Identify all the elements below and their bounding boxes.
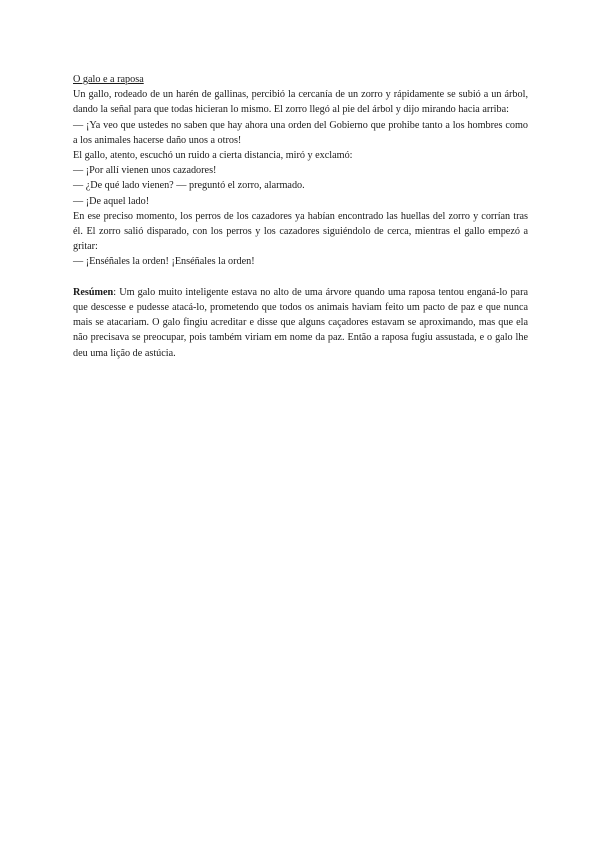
- story-paragraph-1: Un gallo, rodeado de un harén de gallinas, percibió la cercanía de un zorro y rápidamente se subió a un árbol, dando la señal para que todas hicieran lo mismo. El zorro llegó al pie del árbol y dijo mirando hacia arriba:: [73, 89, 528, 116]
- summary-paragraph: [73, 285, 528, 361]
- document-title: O galo e a raposa: [73, 74, 144, 85]
- summary-text: : Um galo muito inteligente estava no alto de uma árvore quando uma raposa tentou enganá-lo para que descesse e pudesse atacá-lo, prometendo que todos os animais haviam feito um pacto de paz e que nunca mais se atacariam. O galo fingiu acreditar e disse que alguns caçadores estavam se aproximando, mas que ela não precisava se preocupar, pois também viriam em nome da paz. Então a raposa fugiu assustada, e o galo lhe deu uma lição de astúcia.: [73, 286, 528, 359]
- summary-label: Resúmen: [73, 286, 114, 298]
- story-line-2: — ¡Ya veo que ustedes no saben que hay ahora una orden del Gobierno que prohibe tanto a los hombres como a los animales hacerse daño unos a otros!: [73, 119, 528, 146]
- story-line-5: — ¿De qué lado vienen? — preguntó el zorro, alarmado.: [73, 180, 305, 192]
- story-line-3: El gallo, atento, escuchó un ruido a cierta distancia, miró y exclamó:: [73, 150, 353, 162]
- document-body: [73, 72, 528, 361]
- paragraph-spacer: [73, 270, 528, 285]
- story-line-4: — ¡Por allí vienen unos cazadores!: [73, 165, 217, 177]
- story-line-8: — ¡Enséñales la orden! ¡Enséñales la orden!: [73, 256, 255, 268]
- story-line-6: — ¡De aquel lado!: [73, 195, 150, 207]
- story-paragraph-7: En ese preciso momento, los perros de los cazadores ya habían encontrado las huellas del zorro y corrían tras él. El zorro salió disparado, con los perros y los cazadores siguiéndolo de cerca, mientras el gallo empezó a gritar:: [73, 210, 528, 253]
